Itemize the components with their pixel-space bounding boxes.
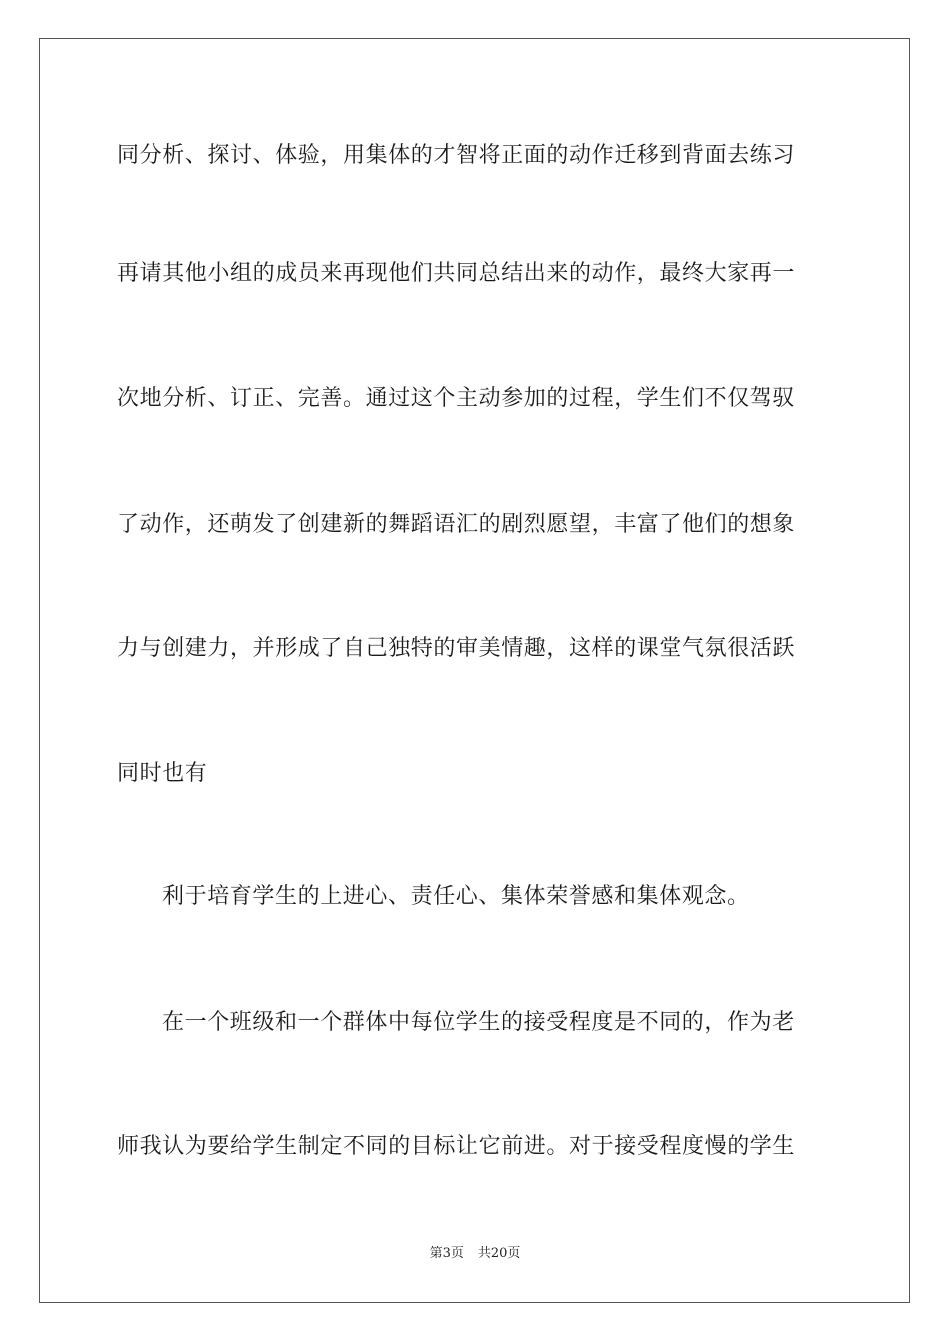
- page-number: 第3页: [429, 1246, 464, 1261]
- text-line-9: 师我认为要给学生制定不同的目标让它前进。对于接受程度慢的学生: [117, 1134, 796, 1159]
- page-total: 共20页: [477, 1246, 521, 1261]
- text-line-1: 同分析、探讨、体验，用集体的才智将正面的动作迁移到背面去练习: [117, 143, 796, 168]
- paragraph-line-7: 利于培育学生的上进心、责任心、集体荣誉感和集体观念。: [162, 884, 750, 909]
- page-footer: [0, 1245, 950, 1263]
- text-line-6: 同时也有: [117, 761, 208, 786]
- page-border: [39, 38, 910, 1303]
- paragraph-line-8: 在一个班级和一个群体中每位学生的接受程度是不同的，作为老: [162, 1010, 795, 1035]
- text-line-5: 力与创建力，并形成了自己独特的审美情趣，这样的课堂气氛很活跃: [117, 636, 796, 661]
- text-line-2: 再请其他小组的成员来再现他们共同总结出来的动作，最终大家再一: [117, 261, 796, 286]
- text-line-3: 次地分析、订正、完善。通过这个主动参加的过程，学生们不仅驾驭: [117, 386, 796, 411]
- text-line-4: 了动作，还萌发了创建新的舞蹈语汇的剧烈愿望，丰富了他们的想象: [117, 512, 796, 537]
